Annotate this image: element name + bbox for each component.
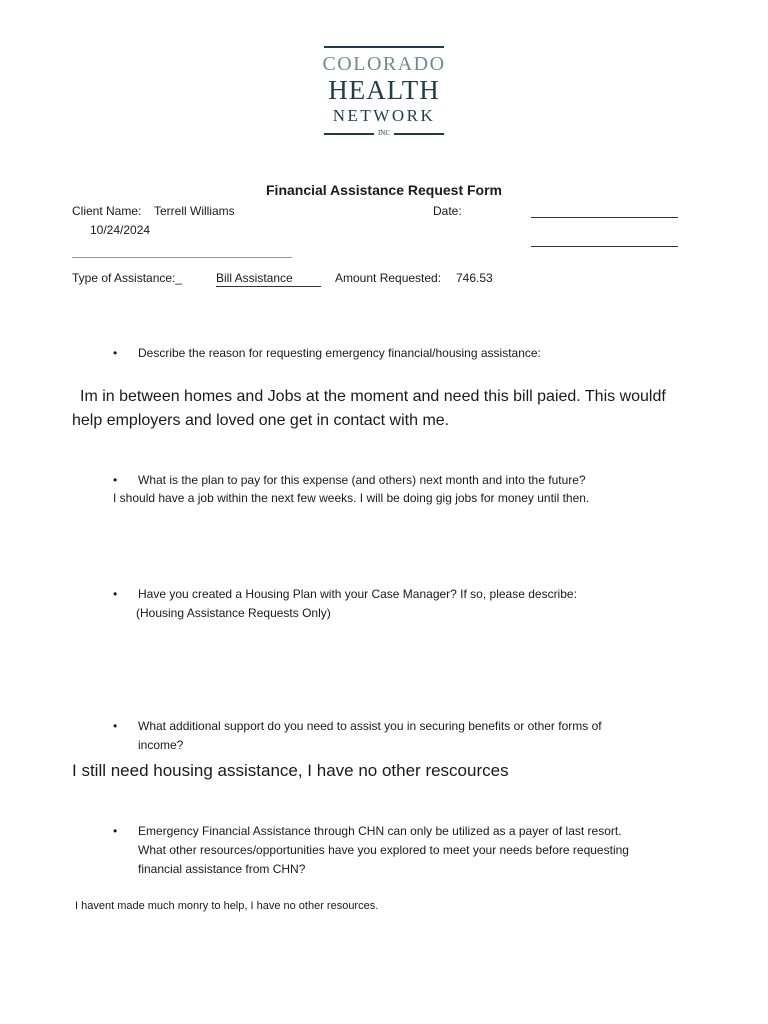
form-title: Financial Assistance Request Form (266, 182, 502, 198)
date-value: 10/24/2024 (90, 223, 151, 237)
logo-text-colorado: COLORADO (322, 53, 446, 75)
client-name-underline (72, 257, 292, 258)
amount-requested-label: Amount Requested: (335, 271, 442, 285)
question-text: Describe the reason for requesting emergency financial/housing assistance: (138, 346, 541, 360)
question-text: Have you created a Housing Plan with your Case Manager? If so, please describe: (138, 587, 577, 601)
answer-text: Im in between homes and Jobs at the moment and need this bill paied. This wouldf (80, 388, 666, 405)
logo-text-network: NETWORK (332, 106, 436, 125)
type-of-assistance-value: Bill Assistance (216, 271, 321, 287)
answer-text: help employers and loved one get in contact with me. (72, 412, 450, 429)
logo-text-inc: INC (374, 129, 394, 137)
question-text: financial assistance from CHN? (138, 862, 306, 876)
client-name-value: Terrell Williams (154, 204, 235, 218)
answer-text: I still need housing assistance, I have no other rescources (72, 761, 509, 780)
question-text: What other resources/opportunities have you explored to meet your needs before requesting (138, 843, 629, 857)
logo-text-health: HEALTH (328, 75, 440, 105)
date-label: Date: (433, 204, 462, 218)
answer-text: I should have a job within the next few weeks. I will be doing gig jobs for money until then. (113, 491, 590, 505)
question-text: income? (138, 738, 184, 752)
bullet: • (113, 587, 118, 601)
question-text: Emergency Financial Assistance through CHN can only be utilized as a payer of last resort. (138, 824, 622, 838)
bullet: • (113, 346, 118, 360)
answer-text: I havent made much monry to help, I have no other resources. (75, 900, 379, 912)
type-of-assistance-label: Type of Assistance:_ (72, 271, 183, 285)
client-name-label: Client Name: (72, 204, 142, 218)
question-text: (Housing Assistance Requests Only) (136, 606, 331, 620)
bullet: • (113, 824, 118, 838)
amount-requested-value: 746.53 (456, 271, 493, 285)
bullet: • (113, 473, 118, 487)
date-underline-2 (531, 246, 678, 247)
logo-top-rule (324, 46, 444, 48)
question-text: What additional support do you need to assist you in securing benefits or other forms of (138, 719, 602, 733)
question-text: What is the plan to pay for this expense (and others) next month and into the future? (138, 473, 586, 487)
date-underline (531, 217, 678, 218)
bullet: • (113, 719, 118, 733)
